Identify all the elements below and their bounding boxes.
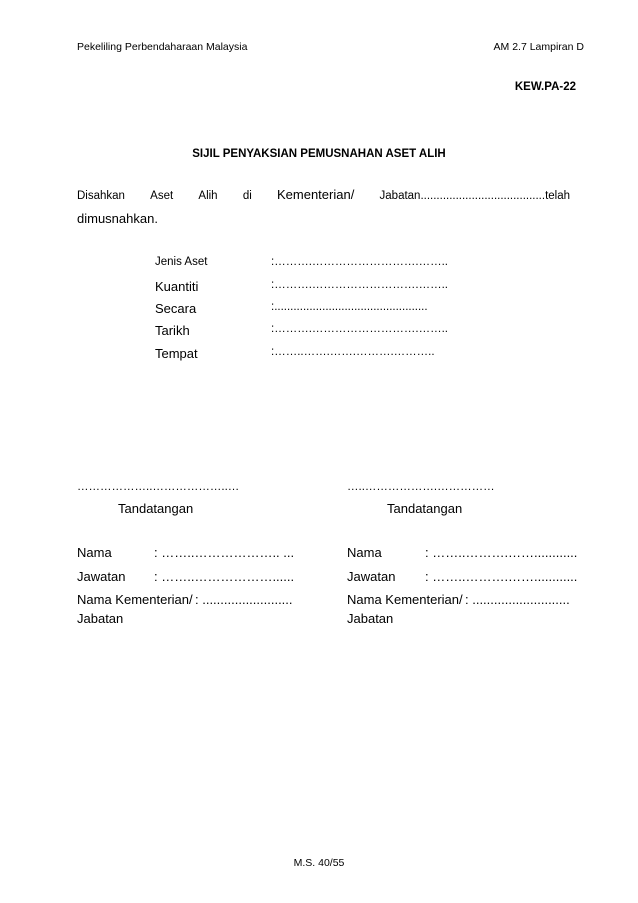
intro-word: di — [242, 190, 252, 202]
left-jabatan-label: Jabatan — [77, 611, 124, 626]
detail-label: Secara — [155, 301, 197, 316]
header-right-text: AM 2.7 Lampiran D — [493, 41, 584, 53]
right-kementerian-field — [347, 592, 597, 610]
field-label: Jawatan — [77, 569, 126, 584]
intro-word: Kementerian/ — [276, 187, 355, 202]
field-label: Nama Kementerian/ — [347, 592, 463, 607]
detail-label: Tarikh — [155, 323, 190, 338]
right-jawatan-field — [347, 569, 597, 587]
field-label: Nama Kementerian/ — [77, 592, 193, 607]
intro-word: Aset — [150, 190, 174, 202]
detail-value: :................................................ — [271, 301, 428, 313]
field-value: : ……..……….……............ — [425, 569, 578, 584]
signature-line-left: ………………..………………..… — [77, 481, 240, 493]
left-jawatan-field — [77, 569, 327, 587]
detail-label: Jenis Aset — [155, 256, 208, 268]
detail-label: Kuantiti — [155, 279, 199, 294]
detail-row-tarikh — [155, 323, 475, 341]
right-jabatan-label: Jabatan — [347, 611, 394, 626]
document-title: SIJIL PENYAKSIAN PEMUSNAHAN ASET ALIH — [192, 148, 446, 160]
left-nama-field — [77, 545, 327, 563]
detail-value: :……..…….…….……….……….. — [271, 346, 435, 358]
field-value: : ……..……………….. ... — [154, 545, 295, 560]
detail-value: :……….……………………….…….. — [271, 256, 448, 268]
form-code: KEW.PA-22 — [514, 81, 576, 93]
left-kementerian-field — [77, 592, 327, 610]
field-value: : ......................... — [195, 592, 293, 607]
intro-word: Alih — [198, 190, 218, 202]
intro-continuation: dimusnahkan. — [77, 211, 158, 226]
intro-line — [77, 187, 570, 202]
field-value: : ........................... — [465, 592, 570, 607]
field-label: Nama — [77, 545, 112, 560]
field-value: : ……..………………...... — [154, 569, 295, 584]
detail-row-kuantiti — [155, 279, 475, 297]
intro-word: Jabatan.......................................telah — [379, 190, 570, 202]
field-label: Jawatan — [347, 569, 396, 584]
field-value: : ……..……….……............ — [425, 545, 578, 560]
page-number: M.S. 40/55 — [293, 857, 345, 869]
detail-value: :……….……………………….…….. — [271, 279, 448, 291]
field-label: Nama — [347, 545, 382, 560]
detail-row-jenis-aset — [155, 256, 475, 274]
intro-word: Disahkan — [77, 190, 125, 202]
signature-line-right: …..……………….…………… — [347, 481, 495, 493]
detail-row-secara — [155, 301, 475, 319]
right-nama-field — [347, 545, 597, 563]
header-left-text: Pekeliling Perbendaharaan Malaysia — [77, 41, 248, 53]
signature-caption-right: Tandatangan — [387, 501, 463, 516]
signature-caption-left: Tandatangan — [118, 501, 194, 516]
detail-label: Tempat — [155, 346, 198, 361]
detail-value: :……….……………………….…….. — [271, 323, 448, 335]
detail-row-tempat — [155, 346, 475, 364]
